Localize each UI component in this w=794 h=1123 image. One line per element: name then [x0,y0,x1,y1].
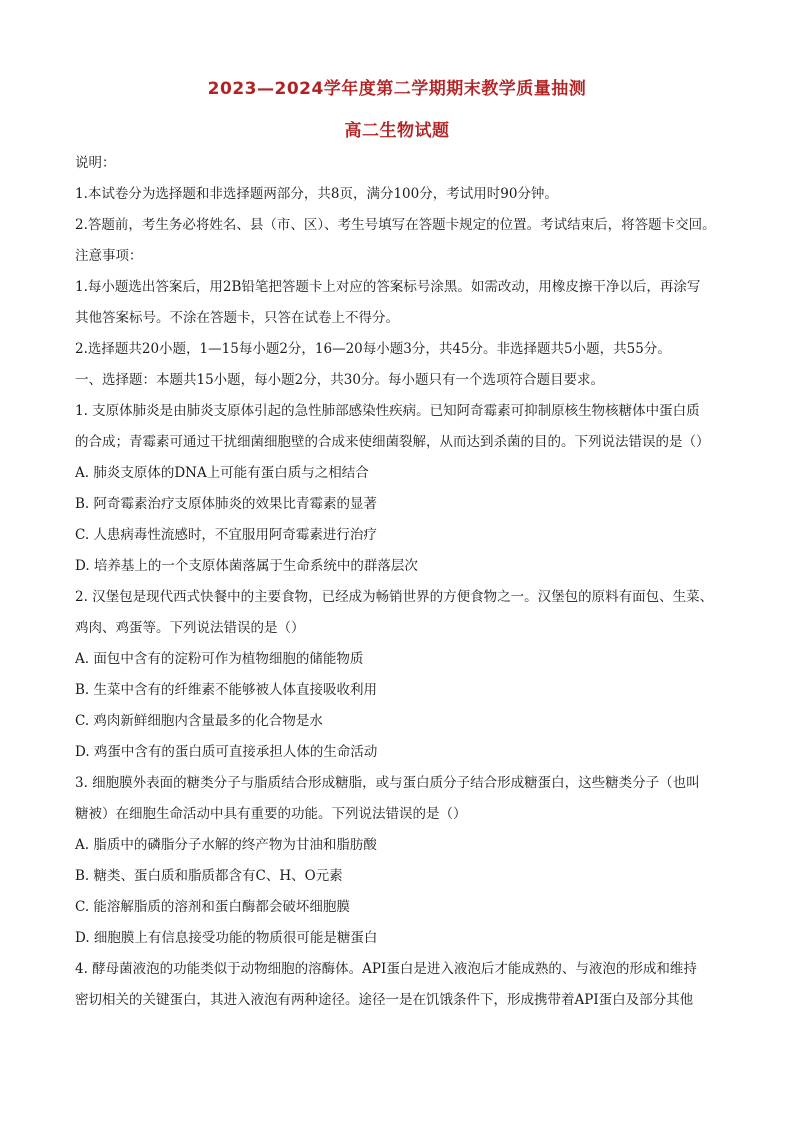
text-line: B. 糖类、蛋白质和脂质都含有C、H、O元素 [75,868,343,884]
text-line: 4. 酵母菌液泡的功能类似于动物细胞的溶酶体。API蛋白是进入液泡后才能成熟的、与液泡的形成和维持 [75,961,697,977]
text-line: 一、选择题：本题共15小题，每小题2分，共30分。每小题只有一个选项符合题目要求。 [75,372,604,388]
text-line: 糖被）在细胞生命活动中具有重要的功能。下列说法错误的是（） [75,806,467,822]
text-line: 2.答题前，考生务必将姓名、县（市、区）、考生号填写在答题卡规定的位置。考试结束后，将答题卡交回。 [75,217,716,233]
text-line: B. 生菜中含有的纤维素不能够被人体直接吸收利用 [75,682,378,698]
text-line: 鸡肉、鸡蛋等。下列说法错误的是（） [75,620,305,636]
text-line: C. 能溶解脂质的溶剂和蛋白酶都会破坏细胞膜 [75,899,350,915]
text-line: A. 脂质中的磷脂分子水解的终产物为甘油和脂肪酸 [75,837,377,853]
text-line: 1.每小题选出答案后，用2B铅笔把答题卡上对应的答案标号涂黑。如需改动，用橡皮擦干净以后，再涂写 [75,279,701,295]
text-line: D. 培养基上的一个支原体菌落属于生命系统中的群落层次 [75,558,418,574]
text-line: D. 鸡蛋中含有的蛋白质可直接承担人体的生命活动 [75,744,378,760]
text-line: 其他答案标号。不涂在答题卡，只答在试卷上不得分。 [75,310,399,326]
text-line: 2.选择题共20小题，1—15每小题2分，16—20每小题3分，共45分。非选择题共5小题，共55分。 [75,341,671,357]
text-line: 1.本试卷分为选择题和非选择题两部分，共8页，满分100分，考试用时90分钟。 [75,186,558,202]
text-line: A. 肺炎支原体的DNA上可能有蛋白质与之相结合 [75,465,369,481]
text-line: A. 面包中含有的淀粉可作为植物细胞的储能物质 [75,651,364,667]
text-line: C. 鸡肉新鲜细胞内含量最多的化合物是水 [75,713,323,729]
text-line: D. 细胞膜上有信息接受功能的物质很可能是糖蛋白 [75,930,378,946]
text-line: 2. 汉堡包是现代西式快餐中的主要食物，已经成为畅销世界的方便食物之一。汉堡包的原料有面包、生菜、 [75,589,714,605]
text-line: B. 阿奇霉素治疗支原体肺炎的效果比青霉素的显著 [75,496,378,512]
text-line: C. 人患病毒性流感时，不宜服用阿奇霉素进行治疗 [75,527,377,543]
text-line: 注意事项： [75,248,143,264]
exam-title: 2023—2024学年度第二学期期末教学质量抽测 [207,79,587,99]
exam-body [75,148,723,1016]
text-line: 说明： [75,155,116,171]
text-line: 的合成；青霉素可通过干扰细菌细胞壁的合成来使细菌裂解，从而达到杀菌的目的。下列说法错误的是（） [75,434,710,450]
text-line: 密切相关的关键蛋白，其进入液泡有两种途径。途径一是在饥饿条件下，形成携带着API蛋白及部分其他 [75,992,694,1008]
text-line: 3. 细胞膜外表面的糖类分子与脂质结合形成糖脂，或与蛋白质分子结合形成糖蛋白，这些糖类分子（也叫 [75,775,700,791]
exam-subtitle: 高二生物试题 [344,121,450,141]
text-line: 1. 支原体肺炎是由肺炎支原体引起的急性肺部感染性疾病。已知阿奇霉素可抑制原核生物核糖体中蛋白质 [75,403,700,419]
